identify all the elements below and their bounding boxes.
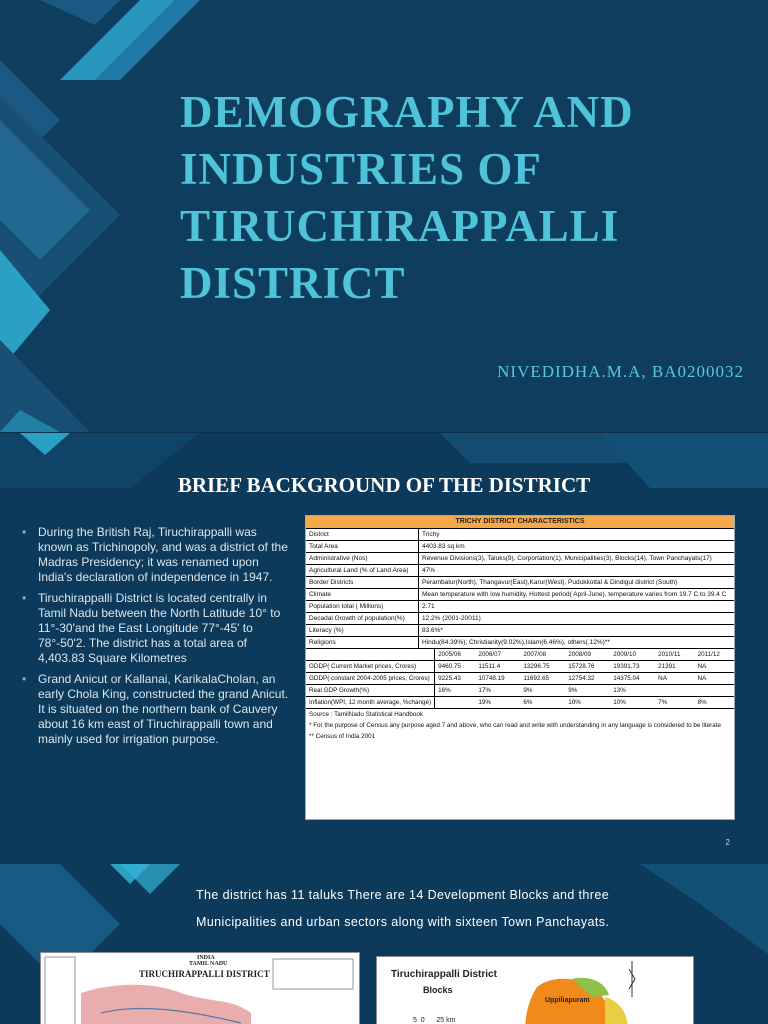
year-header: 2011/12 — [697, 651, 720, 658]
year-header: 2007/08 — [523, 651, 547, 658]
gdp-value: 13% — [613, 687, 626, 694]
gdp-value: 19% — [478, 699, 492, 706]
year-header: 2009/10 — [613, 651, 636, 658]
row-label: Real GDP Growth(%) — [306, 685, 435, 697]
deco-shape — [440, 433, 630, 463]
gdp-value: 10% — [613, 699, 626, 706]
map-stats-box — [273, 959, 353, 989]
year-header: 2010/11 — [658, 651, 681, 658]
page-number: 2 — [725, 838, 730, 847]
gdp-row — [306, 661, 734, 673]
row-value: 47% — [422, 567, 436, 574]
map-place-label: Uppiliapuram — [545, 997, 590, 1004]
gdp-value: 14375.04 — [613, 675, 640, 682]
year-header: 2006/07 — [478, 651, 502, 658]
map-subtitle: Blocks — [423, 985, 453, 995]
gdp-value: 6% — [523, 699, 533, 706]
gdp-value: 13296.75 — [523, 663, 550, 670]
row-label: Total Area — [306, 541, 419, 553]
row-label: Climate — [306, 589, 419, 601]
table-caption: TRICHY DISTRICT CHARACTERISTICS — [306, 516, 734, 529]
table-row — [306, 637, 734, 649]
gdp-value: 8% — [697, 699, 707, 706]
blocks-map-image — [376, 956, 694, 1024]
taluks-description: The district has 11 taluks There are 14 Development Blocks and three Municipalities and urban sectors along with sixteen Town Panchayats. — [196, 888, 610, 929]
row-value: Revenue Divisions(3), Taluks(9), Corportation(1), Municipalities(3), Blocks(14), Town Panchayats(17) — [422, 555, 712, 562]
table-row — [306, 553, 734, 565]
bullet-item: • Tiruchirappalli District is located centrally in Tamil Nadu between the North Latitude 10° to 11°-30'and the East Longitude 77°-45' to 78°-50'2. The district has a total area of 4,403.83 Square Kilometres — [22, 591, 290, 666]
presentation-title: DEMOGRAPHY AND INDUSTRIES OF TIRUCHIRAPPALLI DISTRICT — [180, 87, 634, 308]
row-value: 4403.83 sq km — [422, 543, 465, 550]
map-region — [605, 997, 628, 1024]
row-value: Hindu(84.39%), Christianity(9.02%),Islam(6.46%), others(.12%)** — [422, 639, 610, 646]
gdp-row — [306, 685, 734, 697]
author-name: NIVEDIDHA.M.A, BA0200032 — [497, 362, 744, 381]
north-arrow-icon — [629, 961, 635, 997]
row-label: GDDP( Current Market prices, Crores) — [306, 661, 435, 673]
row-label: Administrative (Nos) — [306, 553, 419, 565]
characteristics-table — [306, 529, 734, 649]
gdp-value: 11511.4 — [478, 663, 501, 670]
gdp-value — [695, 685, 734, 697]
gdp-value — [655, 685, 694, 697]
row-label: Decadal Growth of population(%) — [306, 613, 419, 625]
gdp-value: 9225.43 — [438, 675, 461, 682]
table-row — [306, 541, 734, 553]
table-row — [306, 625, 734, 637]
table-source: Source : TamilNadu Statistical Handbook — [309, 711, 423, 718]
gdp-value: 11692.65 — [523, 675, 550, 682]
map-region — [81, 985, 251, 1024]
row-label: Inflation(WPI, 12 month average, %change) — [306, 697, 435, 709]
gdp-row — [306, 697, 734, 709]
year-header: 2005/06 — [438, 651, 461, 658]
background-slide — [0, 432, 768, 865]
gdp-value: NA — [658, 675, 667, 682]
gdp-value: 19391.73 — [613, 663, 640, 670]
row-value: Perambalur(North), Thangavur(East),Karur(West), Pudukkottal & Dindigul district (South) — [422, 579, 678, 586]
table-notes — [306, 709, 734, 742]
row-label: Agricultural Land (% of Land Area) — [306, 565, 419, 577]
district-characteristics-table — [305, 515, 735, 820]
gdp-value: 9460.75 — [438, 663, 461, 670]
gdp-value: 16% — [438, 687, 451, 694]
row-value: 83.6%* — [422, 627, 443, 634]
gdp-value — [435, 697, 476, 709]
map-label: TAMIL NADU — [189, 961, 228, 967]
gdp-row — [306, 673, 734, 685]
table-note: * For the purpose of Census any purpose aged 7 and above, who can read and write with understanding in any language is considered to be literate — [309, 722, 722, 729]
gdp-value: 9% — [523, 687, 533, 694]
row-value: 12.2% (2001-20011) — [422, 615, 481, 622]
year-header: 2008/09 — [568, 651, 592, 658]
gdp-value: 10% — [568, 699, 581, 706]
row-label: Literacy (%) — [306, 625, 419, 637]
title-slide — [0, 0, 768, 432]
gdp-table — [306, 649, 734, 709]
taluks-slide — [0, 864, 768, 1024]
table-row — [306, 601, 734, 613]
row-value: Mean temperature with low humidity, Hottest period( April-June), temperature varies from 19.7 C to 39.4 C — [422, 591, 727, 598]
gdp-value: 7% — [658, 699, 668, 706]
map-title: Tiruchirappalli District — [391, 969, 497, 980]
row-label: Religions — [306, 637, 419, 649]
bullet-item: • During the British Raj, Tiruchirappalli was known as Trichinopoly, and was a district of the Madras Presidency; it was renamed upon India's declaration of independence in 1947. — [22, 525, 290, 585]
deco-shape — [40, 0, 120, 25]
district-map-image — [40, 952, 360, 1024]
table-row — [306, 577, 734, 589]
map-title: TIRUCHIRAPPALLI DISTRICT — [139, 969, 270, 979]
map-label: INDIA — [197, 955, 215, 961]
gdp-value: 10748.19 — [478, 675, 505, 682]
map-scale-label: 5 0 25 km — [413, 1017, 456, 1024]
row-label: Population total ( Millions) — [306, 601, 419, 613]
bullet-list — [22, 525, 290, 753]
row-value: 2.71 — [422, 603, 435, 610]
bullet-item: • Grand Anicut or Kallanai, KarikalaCholan, an early Chola King, constructed the grand Anicut. It is situated on the northern bank of Cauvery about 16 km east of Tiruchirappalli town and mainly used for irrigation purpose. — [22, 672, 290, 747]
map-legend-box — [45, 957, 75, 1024]
table-row — [306, 589, 734, 601]
year-header-row — [306, 649, 734, 661]
row-label: District — [306, 529, 419, 541]
row-label: GDDP( constant 2004-2005 prices, Crores) — [306, 673, 435, 685]
table-note: ** Census of India 2001 — [309, 733, 376, 740]
header-blank — [306, 649, 435, 661]
table-row — [306, 565, 734, 577]
deco-shape — [640, 864, 768, 954]
gdp-value: 9% — [568, 687, 578, 694]
gdp-value: 15728.76 — [568, 663, 595, 670]
gdp-value: NA — [697, 675, 707, 682]
gdp-value: NA — [697, 663, 707, 670]
gdp-value: 17% — [478, 687, 492, 694]
slide-heading: BRIEF BACKGROUND OF THE DISTRICT — [177, 473, 591, 497]
row-label: Border Districts — [306, 577, 419, 589]
gdp-value: 21391 — [658, 663, 676, 670]
table-row — [306, 613, 734, 625]
row-value: Trichy — [422, 531, 440, 538]
table-row — [306, 529, 734, 541]
gdp-value: 12754.32 — [568, 675, 595, 682]
